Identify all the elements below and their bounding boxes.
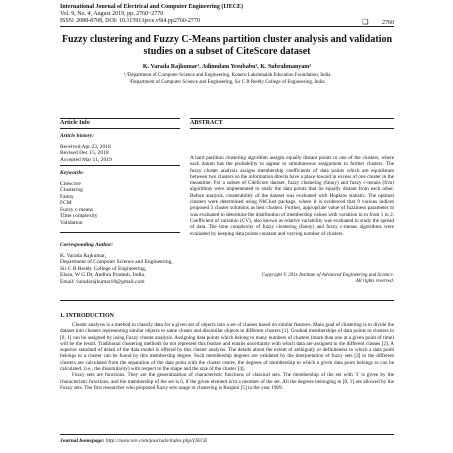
introduction-heading: 1. INTRODUCTION (60, 313, 115, 319)
abstract-heading: ABSTRACT (190, 120, 223, 126)
keywords (60, 170, 98, 226)
authors: K. Varada Rajkumar¹, Adimulam Yesubabu², K. Subrahmanyam³ (142, 64, 312, 70)
article-info-heading: Article Info (60, 120, 90, 126)
volume-line: Vol. 9, No. 4, August 2019, pp. 2760~2770 (60, 11, 164, 17)
author-address: Eluru, W G Dt, Andhra Pradesh, India. (60, 272, 146, 278)
section-rule (60, 300, 394, 301)
keywords-rule (60, 232, 180, 233)
corresponding-author (60, 242, 173, 285)
corresponding-heading: Corresponding Author: (60, 242, 114, 248)
homepage-label: Journal homepage: (60, 438, 105, 444)
article-info-top-rule (60, 118, 180, 119)
article-history (60, 133, 112, 163)
keyword: Clustering (60, 187, 83, 193)
homepage-link[interactable]: http://iaescore.com/journals/index.php/IJECE (105, 438, 208, 444)
journal-footer (60, 438, 207, 444)
square-icon: ❏ (362, 18, 369, 26)
intro-paragraph-2: Fuzzy sets are functions. They are the generalization of characteristic functions of classical sets. The membership of the set with '1' is given by the characteristic functions, and the membership of the set is 0, if the given element is'nt a member of the set. All the degrees belonging in [0, 1] are allowed by the Fuzzy sets. The first researcher who proposed fuzzy sets usage in clustering is Ruspini [5] in the year 1969. (60, 372, 394, 391)
history-heading: Article history: (60, 133, 95, 139)
header-rule (60, 26, 394, 27)
abstract-rule (190, 128, 394, 129)
history-rule (60, 165, 180, 166)
affiliation-2: ²Department of Computer Science and Engineering, Sir C R Reddy College of Engineering, India (129, 80, 325, 85)
keywords-heading: Keywords: (60, 170, 84, 176)
keyword: Time complexity (60, 213, 98, 219)
paper-title: Fuzzy clustering and Fuzzy C-Means partition cluster analysis and validation studies on a subset of CiteScore dataset (61, 34, 393, 57)
issn-line: ISSN: 2088-8708, DOI: 10.11591/ijece.v9i4.pp2760-2770 (60, 18, 200, 24)
keyword: Citescore (60, 180, 81, 187)
affiliation-1: ¹,³Department of Computer Science and Engineering, Koneru Lakshmaiah Education Foundation, India (123, 73, 331, 78)
intro-paragraph-1: Cluster analysis is a method to classify data for a given set of objects into a set of classes based on similar features. Main goal of clustering is to divide the dataset into clusters representing similar objects to same cluster and dissimilar objects to different clusters [1]. Gradual memberships of data points to clusters in [0, 1] can be assigned by using Fuzzy cluster analysis. Assigning data points which belong to many numbers of clusters (more than one at a given point of time) will be the result. Traditional clustering methods do not represent this feature and entails uncertainty with which data are assigned to the different classes [2]. A superior standard of detail of the data model is offered by this cluster analysis. The details about the extent of ambiguity or definiteness to which a data point belongs to a cluster can be found by this membership degree. Such membership degrees are validated by the interpretation of fuzzy sets [3] to the different clusters are calculated from the separation of the data point with the cluster centre, the degrees of membership to which a given data point belongs to can be calculated. (i.e., the dissimilarity) with respect to the shape and the size of the cluster [4]. (60, 322, 394, 373)
footer-rule (60, 434, 394, 435)
received-date: Received Apr 23, 2018 (60, 143, 111, 150)
article-info-rule (60, 128, 180, 129)
keyword: Fuzzy c-means (60, 206, 94, 213)
abstract-top-rule (190, 118, 394, 119)
journal-header (60, 4, 243, 25)
author-name: K. Varada Rajkumar, (60, 252, 107, 259)
revised-date: Revised Dec 15, 2018 (60, 150, 109, 156)
page-number: 2760 (382, 20, 394, 26)
abstract-text: A hard partition clustering algorithm assigns equally distant points to one of the clusters, where each datum has the probability to appear in simultaneous assignment to further clusters. The fuzzy cluster analysis assigns membership coefficients of data points which are equidistant between two clusters so the information directs have a place toward in excess of one cluster in the meantime. For a subset of CiteScore dataset, fuzzy clustering (fanny) and fuzzy c-means (fcm) algorithms were implemented to study the data points that lie equally distant from each other. Before analysis, clusterability of the dataset was evaluated with Hopkins statistic. The optimal clusters were determined using NbClust package, where it is evidenced that 9 various indices proposed 3 cluster solutions as best clusters. Further, appropriate value of fuzziness parameter m was evaluated to determine the distribution of membership values with variation in m from 1 to 2. Coefficient of variation (CV), also known as relative variability was evaluated to study the spread of data. The time complexity of fuzzy clustering (fanny) and fuzzy c-means algorithms were evaluated by keeping data points constant and varying number of clusters. (190, 155, 394, 237)
keyword: FCM (60, 200, 72, 206)
copyright-line-2: All rights reserved. (355, 279, 394, 284)
accepted-date: Accepted Mar 11, 2019 (60, 156, 112, 163)
introduction-body (60, 322, 394, 391)
copyright (190, 273, 394, 285)
author-college: Sir C R Reddy College of Engineering, (60, 265, 147, 272)
journal-name: International Journal of Electrical and Computer Engineering (IJECE) (60, 4, 244, 10)
author-email: Email: varadarajkumar18@gmail.com (60, 278, 145, 285)
copyright-line-1: Copyright © 201x Institute of Advanced Engineering and Science. (261, 273, 394, 278)
author-dept: Department of Computer Science and Engineering, (60, 259, 173, 265)
keyword: Fanny (60, 193, 74, 200)
keyword: Validation (60, 219, 83, 226)
page-number-area (362, 18, 394, 26)
